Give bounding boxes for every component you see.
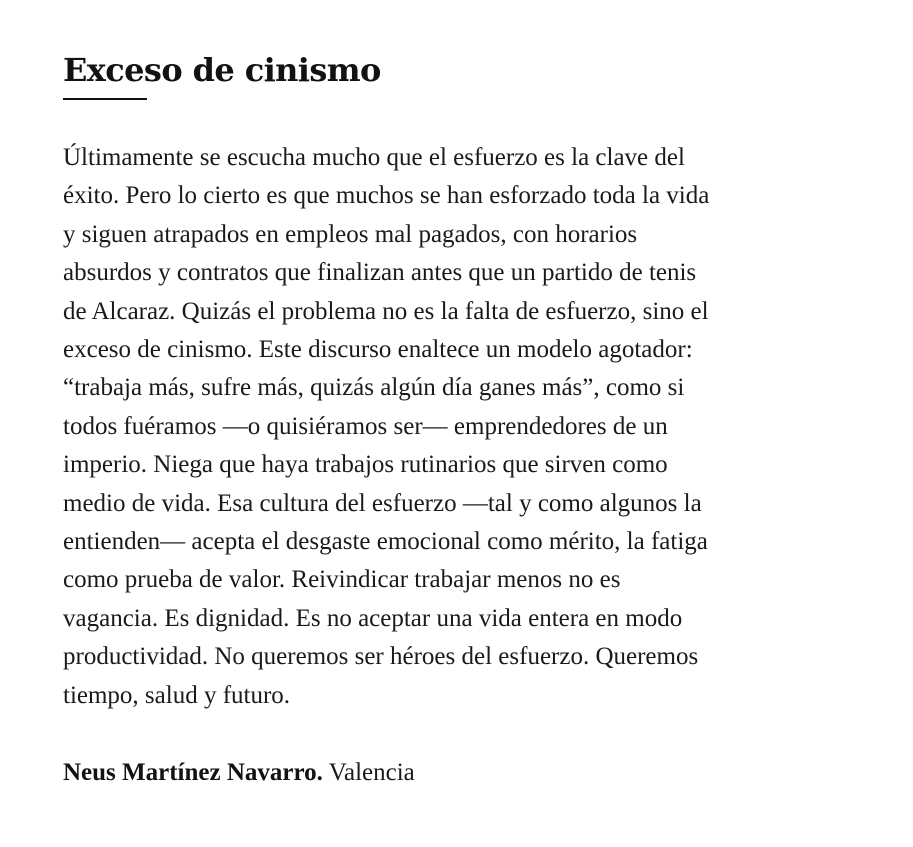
letter-article [63,0,853,786]
body-line: “trabaja más, sufre más, quizás algún día ganes más”, como si [63,374,685,402]
body-line: vagancia. Es dignidad. Es no aceptar una vida entera en modo [63,604,683,632]
body-line: Últimamente se escucha mucho que el esfuerzo es la clave del [63,144,685,171]
letter-signature [63,757,415,789]
body-line: exceso de cinismo. Este discurso enaltece un modelo agotador: [63,336,693,364]
author-location: Valencia [328,759,415,786]
title-underline [63,98,147,100]
body-line: absurdos y contratos que finalizan antes que un partido de tenis [63,259,697,287]
author-name: Neus Martínez Navarro. [63,759,323,786]
body-line: tiempo, salud y futuro. [63,681,291,709]
body-line: todos fuéramos —o quisiéramos ser— emprendedores de un [63,412,668,440]
body-line: imperio. Niega que haya trabajos rutinarios que sirven como [63,451,668,479]
body-line: entienden— acepta el desgaste emocional como mérito, la fatiga [63,528,708,556]
letter-body [63,139,853,715]
body-line: y siguen atrapados en empleos mal pagados, con horarios [63,220,638,248]
letter-title: Exceso de cinismo [63,51,381,89]
body-line: productividad. No queremos ser héroes del esfuerzo. Queremos [63,643,699,671]
body-line: medio de vida. Esa cultura del esfuerzo —tal y como algunos la [63,489,702,517]
body-line: como prueba de valor. Reivindicar trabajar menos no es [63,566,621,594]
body-line: éxito. Pero lo cierto es que muchos se han esforzado toda la vida [63,182,710,210]
body-line: de Alcaraz. Quizás el problema no es la falta de esfuerzo, sino el [63,297,709,325]
